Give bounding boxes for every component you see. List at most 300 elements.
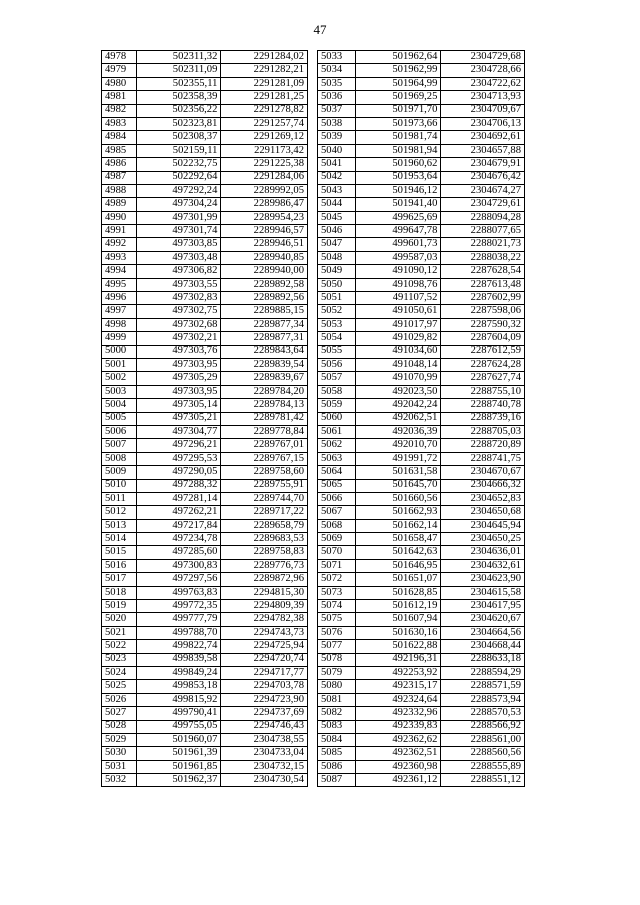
coordinate-y-cell: 2304679,91	[441, 158, 525, 171]
coordinate-y-cell: 2288077,65	[441, 225, 525, 238]
table-row	[318, 278, 525, 291]
point-number-cell: 5044	[318, 198, 356, 211]
table-row	[102, 559, 308, 572]
table-row	[318, 225, 525, 238]
coordinates-table-left	[101, 50, 308, 787]
table-row	[318, 332, 525, 345]
coordinate-y-cell: 2288705,03	[441, 425, 525, 438]
coordinate-x-cell: 497304,77	[136, 425, 221, 438]
coordinate-y-cell: 2294815,30	[221, 586, 308, 599]
point-number-cell: 4988	[102, 184, 137, 197]
coordinate-y-cell: 2294725,94	[221, 640, 308, 653]
point-number-cell: 5006	[102, 425, 137, 438]
table-row	[318, 399, 525, 412]
point-number-cell: 5058	[318, 385, 356, 398]
table-row	[102, 666, 308, 679]
point-number-cell: 4979	[102, 64, 137, 77]
table-row	[318, 626, 525, 639]
coordinate-x-cell: 497303,95	[136, 358, 221, 371]
coordinate-y-cell: 2288561,00	[441, 733, 525, 746]
point-number-cell: 5038	[318, 117, 356, 130]
point-number-cell: 4980	[102, 77, 137, 90]
coordinate-y-cell: 2304729,68	[441, 51, 525, 64]
coordinate-x-cell: 492360,98	[355, 760, 441, 773]
table-row	[102, 680, 308, 693]
coordinate-y-cell: 2291269,12	[221, 131, 308, 144]
point-number-cell: 5004	[102, 399, 137, 412]
point-number-cell: 4996	[102, 292, 137, 305]
coordinate-x-cell: 501662,93	[355, 506, 441, 519]
table-row	[102, 332, 308, 345]
table-row	[102, 760, 308, 773]
coordinate-y-cell: 2288570,53	[441, 707, 525, 720]
table-right-body	[318, 51, 525, 787]
point-number-cell: 5067	[318, 506, 356, 519]
coordinate-x-cell: 502292,64	[136, 171, 221, 184]
coordinate-x-cell: 501622,88	[355, 640, 441, 653]
coordinate-x-cell: 497303,48	[136, 251, 221, 264]
table-row	[318, 666, 525, 679]
table-row	[318, 573, 525, 586]
coordinate-x-cell: 497295,53	[136, 452, 221, 465]
coordinates-table-right	[317, 50, 525, 787]
table-row	[318, 733, 525, 746]
coordinate-y-cell: 2288566,92	[441, 720, 525, 733]
coordinate-y-cell: 2288633,18	[441, 653, 525, 666]
coordinate-y-cell: 2287613,48	[441, 278, 525, 291]
point-number-cell: 5035	[318, 77, 356, 90]
coordinate-y-cell: 2289992,05	[221, 184, 308, 197]
coordinate-y-cell: 2304729,61	[441, 198, 525, 211]
table-row	[318, 439, 525, 452]
coordinate-x-cell: 501630,16	[355, 626, 441, 639]
table-row	[318, 77, 525, 90]
table-row	[102, 158, 308, 171]
point-number-cell: 5084	[318, 733, 356, 746]
table-row	[318, 117, 525, 130]
coordinate-y-cell: 2294743,73	[221, 626, 308, 639]
table-row	[318, 104, 525, 117]
coordinate-x-cell: 501960,62	[355, 158, 441, 171]
coordinate-y-cell: 2289946,57	[221, 225, 308, 238]
coordinate-y-cell: 2294720,74	[221, 653, 308, 666]
table-row	[102, 519, 308, 532]
coordinate-x-cell: 497292,24	[136, 184, 221, 197]
coordinate-y-cell: 2304632,61	[441, 559, 525, 572]
point-number-cell: 5024	[102, 666, 137, 679]
point-number-cell: 5030	[102, 747, 137, 760]
coordinate-y-cell: 2304615,58	[441, 586, 525, 599]
coordinate-x-cell: 502232,75	[136, 158, 221, 171]
table-row	[102, 225, 308, 238]
coordinate-y-cell: 2289784,13	[221, 399, 308, 412]
table-row	[102, 533, 308, 546]
point-number-cell: 4998	[102, 318, 137, 331]
point-number-cell: 5036	[318, 91, 356, 104]
coordinate-y-cell: 2289940,00	[221, 265, 308, 278]
point-number-cell: 5066	[318, 492, 356, 505]
coordinate-x-cell: 491034,60	[355, 345, 441, 358]
table-row	[102, 144, 308, 157]
table-row	[102, 117, 308, 130]
table-row	[102, 412, 308, 425]
coordinate-y-cell: 2288594,29	[441, 666, 525, 679]
coordinate-y-cell: 2289767,15	[221, 452, 308, 465]
point-number-cell: 5060	[318, 412, 356, 425]
point-number-cell: 4989	[102, 198, 137, 211]
table-row	[102, 439, 308, 452]
coordinate-y-cell: 2304650,68	[441, 506, 525, 519]
coordinate-y-cell: 2304709,67	[441, 104, 525, 117]
point-number-cell: 5046	[318, 225, 356, 238]
point-number-cell: 4984	[102, 131, 137, 144]
coordinate-x-cell: 497234,78	[136, 533, 221, 546]
coordinate-y-cell: 2289755,91	[221, 479, 308, 492]
coordinate-x-cell: 491048,14	[355, 358, 441, 371]
table-row	[102, 693, 308, 706]
coordinate-x-cell: 501981,74	[355, 131, 441, 144]
point-number-cell: 5010	[102, 479, 137, 492]
coordinate-y-cell: 2289778,84	[221, 425, 308, 438]
coordinate-x-cell: 501941,40	[355, 198, 441, 211]
table-row	[102, 184, 308, 197]
point-number-cell: 5002	[102, 372, 137, 385]
coordinate-x-cell: 499839,58	[136, 653, 221, 666]
coordinate-y-cell: 2304733,04	[221, 747, 308, 760]
coordinate-x-cell: 501645,70	[355, 479, 441, 492]
coordinate-x-cell: 499772,35	[136, 600, 221, 613]
point-number-cell: 5020	[102, 613, 137, 626]
point-number-cell: 5054	[318, 332, 356, 345]
coordinate-y-cell: 2288739,16	[441, 412, 525, 425]
point-number-cell: 5040	[318, 144, 356, 157]
coordinate-x-cell: 491098,76	[355, 278, 441, 291]
coordinate-x-cell: 501660,56	[355, 492, 441, 505]
coordinate-x-cell: 497302,83	[136, 292, 221, 305]
coordinate-x-cell: 501971,70	[355, 104, 441, 117]
point-number-cell: 5009	[102, 466, 137, 479]
coordinate-y-cell: 2289892,56	[221, 292, 308, 305]
coordinate-y-cell: 2294703,78	[221, 680, 308, 693]
table-row	[102, 626, 308, 639]
table-row	[102, 305, 308, 318]
table-row	[318, 91, 525, 104]
table-row	[318, 372, 525, 385]
coordinate-y-cell: 2294809,39	[221, 600, 308, 613]
point-number-cell: 5049	[318, 265, 356, 278]
coordinate-x-cell: 492332,96	[355, 707, 441, 720]
coordinate-y-cell: 2304666,32	[441, 479, 525, 492]
coordinate-y-cell: 2287612,59	[441, 345, 525, 358]
point-number-cell: 5051	[318, 292, 356, 305]
point-number-cell: 5065	[318, 479, 356, 492]
point-number-cell: 5069	[318, 533, 356, 546]
coordinate-x-cell: 501628,85	[355, 586, 441, 599]
table-row	[102, 251, 308, 264]
coordinate-x-cell: 502308,37	[136, 131, 221, 144]
point-number-cell: 5076	[318, 626, 356, 639]
point-number-cell: 5053	[318, 318, 356, 331]
coordinate-x-cell: 499788,70	[136, 626, 221, 639]
coordinate-y-cell: 2289717,22	[221, 506, 308, 519]
coordinate-x-cell: 491070,99	[355, 372, 441, 385]
table-row	[318, 425, 525, 438]
coordinate-y-cell: 2289767,01	[221, 439, 308, 452]
coordinate-y-cell: 2289658,79	[221, 519, 308, 532]
coordinate-x-cell: 492023,50	[355, 385, 441, 398]
table-row	[318, 479, 525, 492]
point-number-cell: 5001	[102, 358, 137, 371]
coordinate-y-cell: 2304668,44	[441, 640, 525, 653]
coordinate-x-cell: 499587,03	[355, 251, 441, 264]
table-row	[318, 559, 525, 572]
table-row	[102, 358, 308, 371]
coordinate-y-cell: 2289940,85	[221, 251, 308, 264]
coordinate-x-cell: 492339,83	[355, 720, 441, 733]
point-number-cell: 5008	[102, 452, 137, 465]
point-number-cell: 5075	[318, 613, 356, 626]
point-number-cell: 5026	[102, 693, 137, 706]
coordinate-y-cell: 2289758,60	[221, 466, 308, 479]
point-number-cell: 4982	[102, 104, 137, 117]
coordinate-y-cell: 2294717,77	[221, 666, 308, 679]
point-number-cell: 5062	[318, 439, 356, 452]
coordinate-x-cell: 491017,97	[355, 318, 441, 331]
coordinate-x-cell: 502358,39	[136, 91, 221, 104]
point-number-cell: 4991	[102, 225, 137, 238]
table-row	[318, 492, 525, 505]
coordinate-x-cell: 497290,05	[136, 466, 221, 479]
point-number-cell: 5023	[102, 653, 137, 666]
point-number-cell: 5086	[318, 760, 356, 773]
coordinate-y-cell: 2288755,10	[441, 385, 525, 398]
point-number-cell: 5012	[102, 506, 137, 519]
table-row	[318, 680, 525, 693]
table-row	[318, 184, 525, 197]
coordinate-y-cell: 2288094,28	[441, 211, 525, 224]
coordinate-x-cell: 501962,99	[355, 64, 441, 77]
point-number-cell: 4985	[102, 144, 137, 157]
point-number-cell: 5080	[318, 680, 356, 693]
point-number-cell: 5037	[318, 104, 356, 117]
coordinate-x-cell: 497302,75	[136, 305, 221, 318]
point-number-cell: 4997	[102, 305, 137, 318]
table-row	[102, 600, 308, 613]
coordinate-x-cell: 491991,72	[355, 452, 441, 465]
table-row	[318, 318, 525, 331]
table-row	[318, 466, 525, 479]
table-row	[318, 345, 525, 358]
coordinate-x-cell: 502356,22	[136, 104, 221, 117]
table-row	[318, 693, 525, 706]
table-row	[102, 506, 308, 519]
coordinate-y-cell: 2289872,96	[221, 573, 308, 586]
coordinate-y-cell: 2304674,27	[441, 184, 525, 197]
coordinate-y-cell: 2304738,55	[221, 733, 308, 746]
table-row	[318, 519, 525, 532]
point-number-cell: 5025	[102, 680, 137, 693]
point-number-cell: 5052	[318, 305, 356, 318]
coordinate-x-cell: 492324,64	[355, 693, 441, 706]
table-row	[102, 238, 308, 251]
coordinate-y-cell: 2288551,12	[441, 774, 525, 787]
point-number-cell: 5031	[102, 760, 137, 773]
coordinate-y-cell: 2291257,74	[221, 117, 308, 130]
coordinate-y-cell: 2289781,42	[221, 412, 308, 425]
coordinate-x-cell: 497304,24	[136, 198, 221, 211]
coordinate-y-cell: 2294723,90	[221, 693, 308, 706]
table-row	[102, 292, 308, 305]
coordinate-y-cell: 2287602,99	[441, 292, 525, 305]
table-row	[102, 479, 308, 492]
point-number-cell: 5081	[318, 693, 356, 706]
coordinate-x-cell: 497285,60	[136, 546, 221, 559]
table-row	[102, 425, 308, 438]
coordinate-y-cell: 2304732,15	[221, 760, 308, 773]
coordinate-x-cell: 502355,11	[136, 77, 221, 90]
point-number-cell: 5061	[318, 425, 356, 438]
table-row	[318, 613, 525, 626]
coordinate-y-cell: 2291282,21	[221, 64, 308, 77]
coordinate-y-cell: 2288571,59	[441, 680, 525, 693]
point-number-cell: 5050	[318, 278, 356, 291]
point-number-cell: 4987	[102, 171, 137, 184]
coordinate-y-cell: 2304706,13	[441, 117, 525, 130]
point-number-cell: 5029	[102, 733, 137, 746]
coordinate-x-cell: 497303,76	[136, 345, 221, 358]
point-number-cell: 5087	[318, 774, 356, 787]
coordinate-x-cell: 492362,62	[355, 733, 441, 746]
table-row	[318, 747, 525, 760]
coordinate-y-cell: 2304623,90	[441, 573, 525, 586]
coordinate-y-cell: 2294737,69	[221, 707, 308, 720]
table-row	[102, 707, 308, 720]
table-row	[102, 77, 308, 90]
point-number-cell: 5028	[102, 720, 137, 733]
coordinate-x-cell: 501631,58	[355, 466, 441, 479]
table-row	[102, 452, 308, 465]
coordinate-y-cell: 2304722,62	[441, 77, 525, 90]
coordinate-x-cell: 499853,18	[136, 680, 221, 693]
coordinate-y-cell: 2289892,58	[221, 278, 308, 291]
table-row	[318, 506, 525, 519]
coordinate-y-cell: 2287627,74	[441, 372, 525, 385]
coordinate-x-cell: 499815,92	[136, 693, 221, 706]
coordinate-x-cell: 501961,39	[136, 747, 221, 760]
point-number-cell: 5032	[102, 774, 137, 787]
coordinate-x-cell: 492196,31	[355, 653, 441, 666]
point-number-cell: 5059	[318, 399, 356, 412]
coordinate-x-cell: 497303,55	[136, 278, 221, 291]
point-number-cell: 5055	[318, 345, 356, 358]
coordinate-y-cell: 2294746,43	[221, 720, 308, 733]
table-row	[318, 533, 525, 546]
table-row	[318, 64, 525, 77]
coordinate-y-cell: 2304617,95	[441, 600, 525, 613]
coordinate-x-cell: 499647,78	[355, 225, 441, 238]
point-number-cell: 5034	[318, 64, 356, 77]
coordinate-y-cell: 2304728,66	[441, 64, 525, 77]
point-number-cell: 4999	[102, 332, 137, 345]
table-row	[102, 91, 308, 104]
coordinate-x-cell: 501973,66	[355, 117, 441, 130]
coordinate-y-cell: 2289885,15	[221, 305, 308, 318]
table-row	[318, 774, 525, 787]
point-number-cell: 5015	[102, 546, 137, 559]
table-row	[318, 158, 525, 171]
point-number-cell: 4981	[102, 91, 137, 104]
point-number-cell: 5033	[318, 51, 356, 64]
table-row	[102, 278, 308, 291]
coordinate-x-cell: 501969,25	[355, 91, 441, 104]
point-number-cell: 5019	[102, 600, 137, 613]
coordinate-x-cell: 501646,95	[355, 559, 441, 572]
coordinate-y-cell: 2287590,32	[441, 318, 525, 331]
coordinate-x-cell: 499755,05	[136, 720, 221, 733]
coordinate-y-cell: 2304657,88	[441, 144, 525, 157]
table-row	[102, 51, 308, 64]
coordinate-y-cell: 2289784,20	[221, 385, 308, 398]
coordinate-y-cell: 2288038,22	[441, 251, 525, 264]
point-number-cell: 5082	[318, 707, 356, 720]
coordinate-x-cell: 497301,99	[136, 211, 221, 224]
coordinate-y-cell: 2304652,83	[441, 492, 525, 505]
coordinate-y-cell: 2289683,53	[221, 533, 308, 546]
coordinate-x-cell: 501658,47	[355, 533, 441, 546]
coordinate-y-cell: 2289877,31	[221, 332, 308, 345]
point-number-cell: 4983	[102, 117, 137, 130]
point-number-cell: 5045	[318, 211, 356, 224]
table-row	[102, 265, 308, 278]
table-row	[318, 546, 525, 559]
point-number-cell: 5056	[318, 358, 356, 371]
coordinate-x-cell: 497303,95	[136, 385, 221, 398]
coordinate-x-cell: 497288,32	[136, 479, 221, 492]
coordinate-x-cell: 501946,12	[355, 184, 441, 197]
point-number-cell: 4992	[102, 238, 137, 251]
coordinate-y-cell: 2304664,56	[441, 626, 525, 639]
coordinate-y-cell: 2289946,51	[221, 238, 308, 251]
coordinate-x-cell: 497305,14	[136, 399, 221, 412]
coordinate-x-cell: 499601,73	[355, 238, 441, 251]
point-number-cell: 5016	[102, 559, 137, 572]
point-number-cell: 4990	[102, 211, 137, 224]
table-row	[318, 586, 525, 599]
coordinate-y-cell: 2291281,25	[221, 91, 308, 104]
coordinate-x-cell: 497296,21	[136, 439, 221, 452]
coordinate-x-cell: 497262,21	[136, 506, 221, 519]
table-row	[318, 600, 525, 613]
point-number-cell: 5070	[318, 546, 356, 559]
coordinate-x-cell: 492361,12	[355, 774, 441, 787]
coordinate-y-cell: 2289744,70	[221, 492, 308, 505]
table-row	[318, 452, 525, 465]
coordinate-y-cell: 2288740,78	[441, 399, 525, 412]
page-number: 47	[313, 22, 327, 37]
table-row	[102, 131, 308, 144]
table-row	[318, 653, 525, 666]
point-number-cell: 4986	[102, 158, 137, 171]
table-row	[318, 292, 525, 305]
coordinate-x-cell: 501981,94	[355, 144, 441, 157]
table-row	[102, 211, 308, 224]
table-row	[318, 265, 525, 278]
table-row	[318, 198, 525, 211]
point-number-cell: 5073	[318, 586, 356, 599]
point-number-cell: 4994	[102, 265, 137, 278]
table-row	[102, 492, 308, 505]
coordinate-y-cell: 2304730,54	[221, 774, 308, 787]
